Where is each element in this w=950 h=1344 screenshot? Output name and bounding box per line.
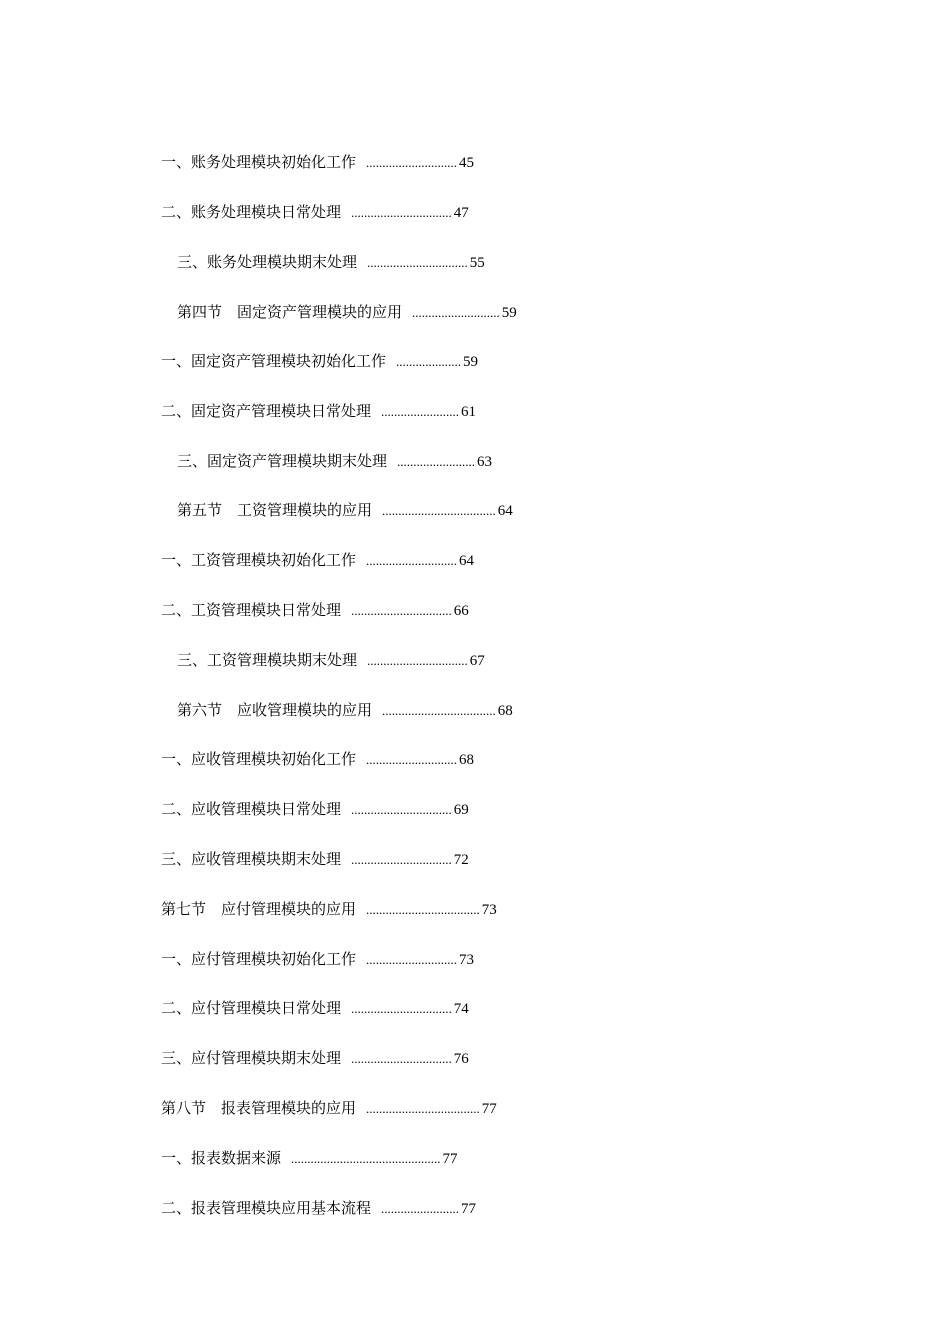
toc-page-number: 77	[461, 1201, 477, 1217]
toc-entry[interactable]	[161, 947, 474, 971]
toc-leader-dots: ....................	[396, 354, 462, 369]
toc-page-number: 73	[481, 902, 497, 918]
toc-entry[interactable]	[177, 300, 517, 324]
toc-page-number: 66	[453, 603, 469, 619]
toc-entry[interactable]	[177, 250, 485, 274]
toc-entry-title: 二、工资管理模块日常处理	[161, 601, 342, 619]
toc-entry-title: 三、应收管理模块期末处理	[161, 850, 342, 868]
toc-page-number: 59	[463, 354, 479, 370]
toc-entry[interactable]	[161, 349, 478, 373]
toc-entry[interactable]	[161, 598, 469, 622]
toc-entry[interactable]	[161, 200, 469, 224]
toc-entry[interactable]	[161, 996, 469, 1020]
toc-page-number: 68	[459, 752, 475, 768]
toc-entry-title: 一、固定资产管理模块初始化工作	[161, 352, 387, 370]
toc-entry[interactable]	[161, 548, 474, 572]
toc-entry-title: 三、工资管理模块期末处理	[177, 651, 358, 669]
toc-leader-dots: ........................	[397, 454, 476, 469]
toc-entry-title: 三、应付管理模块期末处理	[161, 1049, 342, 1067]
toc-entry[interactable]	[161, 150, 474, 174]
toc-leader-dots: ...............................	[351, 205, 452, 220]
toc-entry[interactable]	[161, 1046, 469, 1070]
toc-entry[interactable]	[161, 1196, 476, 1220]
toc-leader-dots: ...............................	[367, 255, 468, 270]
toc-page-number: 74	[453, 1001, 469, 1017]
toc-entry[interactable]	[161, 1146, 458, 1170]
toc-leader-dots: ...............................	[351, 802, 452, 817]
toc-page-number: 47	[453, 205, 469, 221]
toc-entry[interactable]	[161, 1096, 497, 1120]
toc-entry[interactable]	[177, 449, 492, 473]
toc-leader-dots: ............................	[366, 752, 458, 767]
toc-entry[interactable]	[161, 747, 474, 771]
toc-leader-dots: ............................	[366, 553, 458, 568]
toc-entry[interactable]	[161, 797, 469, 821]
toc-entry[interactable]	[161, 399, 476, 423]
toc-page-number: 64	[459, 553, 475, 569]
toc-entry[interactable]	[177, 498, 513, 522]
toc-entry-title: 一、工资管理模块初始化工作	[161, 551, 357, 569]
toc-page-number: 64	[497, 503, 513, 519]
toc-entry-title: 二、应收管理模块日常处理	[161, 800, 342, 818]
toc-entry-title: 二、账务处理模块日常处理	[161, 203, 342, 221]
toc-entry-title: 一、应收管理模块初始化工作	[161, 750, 357, 768]
toc-entry-title: 第八节 报表管理模块的应用	[161, 1099, 357, 1117]
toc-entry-title: 三、固定资产管理模块期末处理	[177, 452, 388, 470]
toc-page-number: 72	[453, 852, 469, 868]
toc-leader-dots: ...............................	[367, 653, 468, 668]
toc-entry-title: 第七节 应付管理模块的应用	[161, 900, 357, 918]
toc-entry-title: 一、账务处理模块初始化工作	[161, 153, 357, 171]
toc-leader-dots: ...................................	[382, 503, 496, 518]
toc-leader-dots: ...................................	[366, 902, 480, 917]
toc-leader-dots: ...............................	[351, 603, 452, 618]
toc-leader-dots: ...............................	[351, 1001, 452, 1016]
toc-entry-title: 二、应付管理模块日常处理	[161, 999, 342, 1017]
toc-entry[interactable]	[177, 648, 485, 672]
toc-leader-dots: ..............................................	[291, 1151, 441, 1166]
toc-entry-title: 第六节 应收管理模块的应用	[177, 701, 373, 719]
toc-leader-dots: ...........................	[412, 305, 500, 320]
toc-page-number: 68	[497, 703, 513, 719]
toc-leader-dots: ...................................	[366, 1101, 480, 1116]
toc-leader-dots: ............................	[366, 952, 458, 967]
toc-page-number: 55	[469, 255, 485, 271]
toc-leader-dots: ...................................	[382, 703, 496, 718]
toc-page-number: 76	[453, 1051, 469, 1067]
toc-page-number: 67	[469, 653, 485, 669]
toc-page-number: 61	[461, 404, 477, 420]
toc-page-number: 45	[459, 155, 475, 171]
toc-page-number: 59	[501, 305, 517, 321]
toc-page-number: 69	[453, 802, 469, 818]
toc-leader-dots: ...............................	[351, 1051, 452, 1066]
toc-entry-title: 一、报表数据来源	[161, 1149, 282, 1167]
toc-entry-title: 二、报表管理模块应用基本流程	[161, 1199, 372, 1217]
toc-entry[interactable]	[161, 847, 469, 871]
toc-page-number: 63	[477, 454, 493, 470]
toc-entry-title: 第五节 工资管理模块的应用	[177, 501, 373, 519]
toc-page-number: 77	[442, 1151, 458, 1167]
toc-entry-title: 三、账务处理模块期末处理	[177, 253, 358, 271]
toc-leader-dots: ............................	[366, 155, 458, 170]
toc-entry-title: 一、应付管理模块初始化工作	[161, 950, 357, 968]
toc-page-number: 73	[459, 952, 475, 968]
toc-entry[interactable]	[177, 698, 513, 722]
toc-entry[interactable]	[161, 897, 497, 921]
toc-entry-title: 第四节 固定资产管理模块的应用	[177, 303, 403, 321]
toc-page-number: 77	[481, 1101, 497, 1117]
toc-leader-dots: ...............................	[351, 852, 452, 867]
toc-entry-title: 二、固定资产管理模块日常处理	[161, 402, 372, 420]
toc-leader-dots: ........................	[381, 1201, 460, 1216]
toc-leader-dots: ........................	[381, 404, 460, 419]
